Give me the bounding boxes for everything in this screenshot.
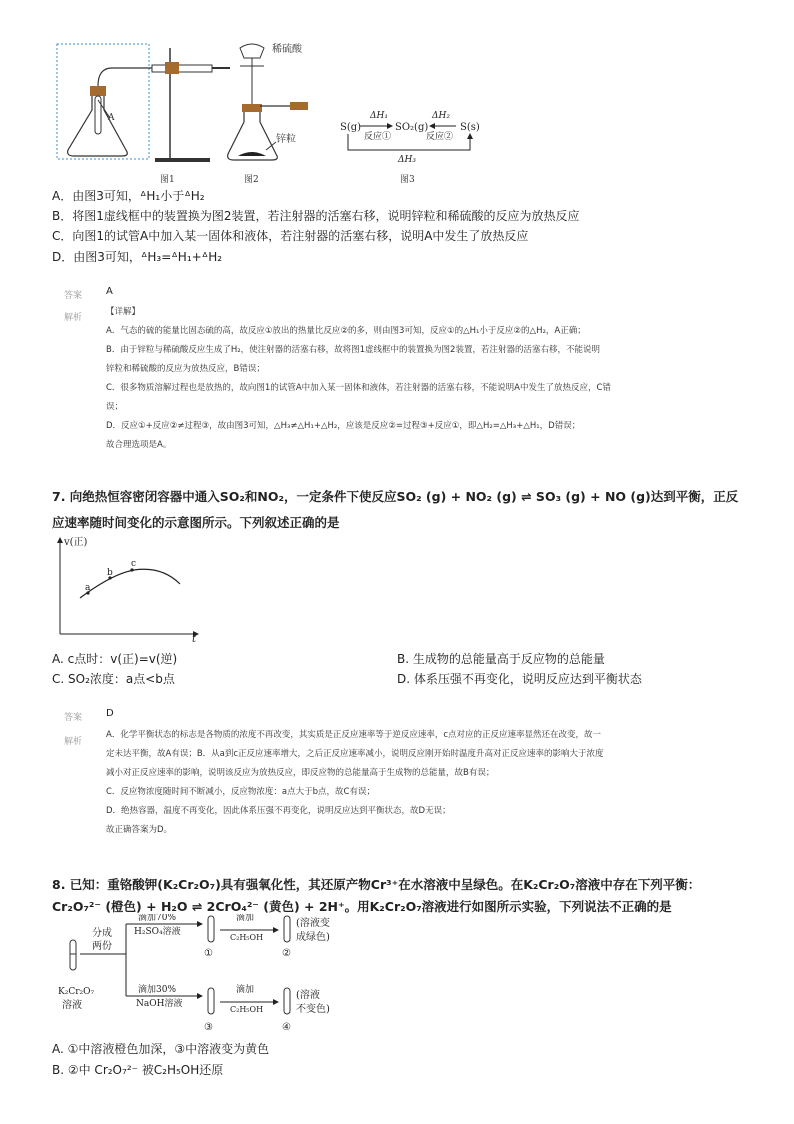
graph-y-label: v(正) bbox=[64, 537, 88, 548]
explain-line: D．绝热容器，温度不再变化，因此体系压强不再变化，说明反应达到平衡状态，故D无误； bbox=[106, 806, 451, 816]
add-naoh-2: NaOH溶液 bbox=[136, 999, 183, 1009]
fig1-caption: 图1 bbox=[160, 175, 175, 185]
fig2-label-zinc: 锌粒 bbox=[276, 134, 296, 145]
add-ethanol-2a: 滴加 bbox=[236, 985, 255, 995]
q8-option-a: A. ①中溶液橙色加深，③中溶液变为黄色 bbox=[52, 1042, 270, 1056]
fig1-label-a: A bbox=[108, 113, 115, 123]
q6-option-b: B．将图1虚线框中的装置换为图2装置，若注射器的活塞右移，说明锌粒和稀硫酸的反应为放热反应 bbox=[52, 209, 580, 223]
graph-point-b: b bbox=[107, 568, 113, 578]
q7-option-d: D. 体系压强不再变化，说明反应达到平衡状态 bbox=[397, 672, 642, 686]
result-4-line1: (溶液 bbox=[296, 990, 320, 1001]
explain-line: D．反应①+反应②≠过程③，故由图3可知，△H₃≠△H₁+△H₂，应该是反应②=过程③+反应①，即△H₂=△H₃+△H₁，D错误； bbox=[106, 421, 581, 431]
q6-answer: A bbox=[106, 286, 113, 297]
explain-line: A．气态的硫的能量比固态硫的高，故反应①放出的热量比反应②的多，则由图3可知，反应①的△H₁小于反应②的△H₂，A正确； bbox=[106, 326, 586, 336]
explain-line: 定未达平衡，故A有误；B．从a到c正反应速率增大，之后正反应速率减小，说明反应刚开始时温度升高对正反应速率的影响大于浓度 bbox=[106, 749, 604, 759]
split-label-2: 两份 bbox=[92, 941, 112, 952]
explain-line: 故正确答案为D。 bbox=[106, 825, 173, 835]
fig3-r1: 反应① bbox=[364, 132, 392, 142]
q6-figures bbox=[40, 38, 500, 188]
add-naoh-1: 滴加30% bbox=[138, 985, 177, 995]
graph-x-label: t bbox=[192, 634, 197, 644]
q6-apparatus-drawing bbox=[40, 38, 500, 188]
q7-option-a: A. c点时：v(正)=v(逆) bbox=[52, 652, 178, 666]
q8-stem-line1: 8. 已知：重铬酸钾(K₂Cr₂O₇)具有强氧化性，其还原产物Cr³⁺在水溶液中呈绿色。在K₂Cr₂O₇溶液中存在下列平衡： bbox=[52, 877, 701, 892]
explain-line: A．化学平衡状态的标志是各物质的浓度不再改变，其实质是正反应速率等于逆反应速率，c点对应的正反应速率显然还在改变，故一 bbox=[106, 730, 601, 740]
explain-line: C．很多物质溶解过程也是放热的，故向图1的试管A中加入某一固体和液体，若注射器的活塞右移，不能说明A中发生了放热反应，C错 bbox=[106, 383, 611, 393]
fig3-right: S(s) bbox=[460, 122, 480, 133]
q6-option-d: D．由图3可知，ᐞH₃=ᐞH₁+ᐞH₂ bbox=[52, 250, 223, 264]
tube-num-2: ② bbox=[282, 948, 291, 959]
add-h2so4-2: H₂SO₄溶液 bbox=[134, 927, 181, 937]
fig3-caption: 图3 bbox=[400, 175, 415, 185]
q7-option-b: B. 生成物的总能量高于反应物的总能量 bbox=[397, 652, 605, 666]
add-ethanol-1b: C₂H₅OH bbox=[230, 933, 264, 942]
add-ethanol-2b: C₂H₅OH bbox=[230, 1005, 264, 1014]
explain-line: 误； bbox=[106, 402, 124, 412]
fig3-dh3: ΔH₃ bbox=[398, 155, 416, 165]
tube-num-1: ① bbox=[204, 948, 213, 959]
q6-answer-tag: 答案 bbox=[64, 291, 83, 301]
q7-explanation bbox=[106, 726, 604, 840]
result-2-line2: 成绿色) bbox=[296, 932, 330, 943]
q7-rate-graph bbox=[52, 534, 212, 644]
solution-label-1: K₂Cr₂O₇ bbox=[58, 987, 95, 997]
explain-line: 【详解】 bbox=[106, 307, 141, 317]
q8-option-b: B. ②中 Cr₂O₇²⁻ 被C₂H₅OH还原 bbox=[52, 1063, 224, 1077]
fig2-label-acid: 稀硫酸 bbox=[272, 44, 302, 55]
q7-option-c: C. SO₂浓度：a点<b点 bbox=[52, 672, 175, 686]
q7-answer-tag: 答案 bbox=[64, 713, 83, 723]
graph-point-a: a bbox=[85, 583, 91, 593]
fig3-r2: 反应② bbox=[426, 132, 454, 142]
split-label-1: 分成 bbox=[92, 928, 112, 939]
explain-line: C．反应物浓度随时间不断减小，反应物浓度：a点大于b点，故C有误； bbox=[106, 787, 375, 797]
explain-line: 故合理选项是A。 bbox=[106, 440, 172, 450]
tube-num-3: ③ bbox=[204, 1022, 213, 1033]
fig3-dh1: ΔH₁ bbox=[370, 111, 388, 121]
explain-line: 锌粒和稀硫酸的反应为放热反应，B错误； bbox=[106, 364, 265, 374]
explain-line: 减小对正反应速率的影响，说明该反应为放热反应，即反应物的总能量高于生成物的总能量，故B有误； bbox=[106, 768, 495, 778]
result-4-line2: 不变色) bbox=[296, 1004, 330, 1015]
q8-stem-line2: Cr₂O₇²⁻ (橙色) + H₂O ⇌ 2CrO₄²⁻ (黄色) + 2H⁺。用K₂Cr₂O₇溶液进行如图所示实验，下列说法不正确的是 bbox=[52, 899, 672, 914]
q8-experiment-diagram bbox=[56, 914, 356, 1036]
q6-option-a: A．由图3可知，ᐞH₁小于ᐞH₂ bbox=[52, 189, 205, 203]
q7-stem-line2: 应速率随时间变化的示意图所示。下列叙述正确的是 bbox=[52, 515, 340, 530]
q6-explain-tag: 解析 bbox=[64, 313, 83, 323]
q7-explain-tag: 解析 bbox=[64, 737, 83, 747]
add-ethanol-1a: 滴加 bbox=[236, 914, 255, 923]
q7-stem-line1: 7. 向绝热恒容密闭容器中通入SO₂和NO₂，一定条件下使反应SO₂ (g) + NO₂ (g) ⇌ SO₃ (g) + NO (g)达到平衡，正反 bbox=[52, 489, 739, 504]
q7-answer: D bbox=[106, 708, 114, 719]
add-h2so4-1: 滴加70% bbox=[138, 914, 177, 923]
fig2-caption: 图2 bbox=[244, 175, 259, 185]
fig3-mid: SO₂(g) bbox=[395, 122, 429, 133]
fig3-dh2: ΔH₂ bbox=[432, 111, 450, 121]
result-2-line1: (溶液变 bbox=[296, 918, 330, 929]
graph-point-c: c bbox=[131, 559, 137, 569]
solution-label-2: 溶液 bbox=[62, 1000, 82, 1011]
tube-num-4: ④ bbox=[282, 1022, 291, 1033]
q6-option-c: C．向图1的试管A中加入某一固体和液体，若注射器的活塞右移，说明A中发生了放热反应 bbox=[52, 229, 529, 243]
fig3-left: S(g) bbox=[340, 122, 362, 133]
explain-line: B．由于锌粒与稀硫酸反应生成了H₂，使注射器的活塞右移，故将图1虚线框中的装置换为图2装置，若注射器的活塞右移，不能说明 bbox=[106, 345, 600, 355]
q6-explanation bbox=[106, 303, 611, 455]
